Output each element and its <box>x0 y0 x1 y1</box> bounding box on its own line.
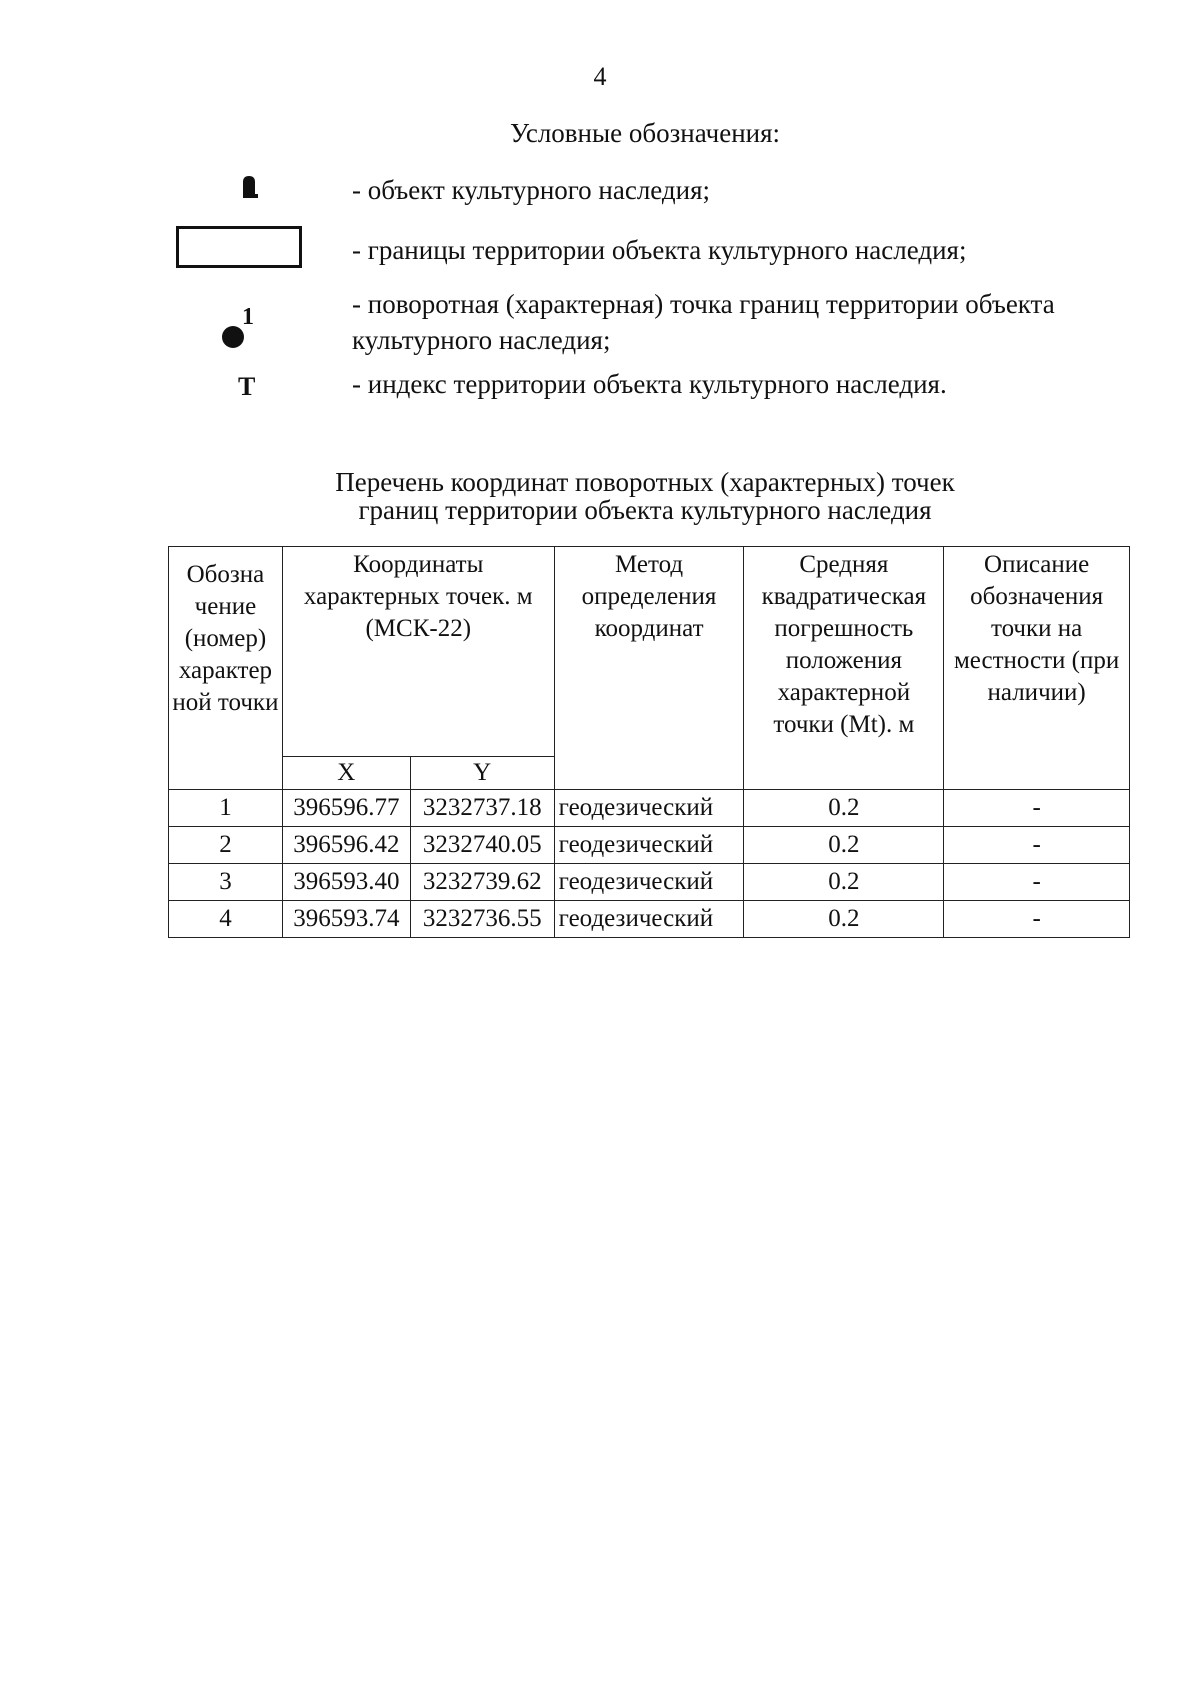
table-title-line2: границ территории объекта культурного наследия <box>358 495 932 525</box>
cell-point: 4 <box>169 901 283 938</box>
cell-method: геодезический <box>554 864 744 901</box>
legend-text-monument: - объект культурного наследия; <box>352 175 711 205</box>
turning-point-icon <box>222 304 258 350</box>
table-row <box>169 790 1130 827</box>
cell-point: 2 <box>169 827 283 864</box>
page-number: 4 <box>593 62 607 91</box>
cell-x: 396596.42 <box>282 827 410 864</box>
cell-x: 396593.40 <box>282 864 410 901</box>
header-y: Y <box>410 757 554 790</box>
header-method: Метод определения координат <box>554 547 744 790</box>
boundary-rectangle-icon <box>176 226 302 268</box>
coordinates-table <box>168 546 1130 938</box>
cell-description: - <box>944 864 1130 901</box>
cell-error: 0.2 <box>744 790 944 827</box>
table-row <box>169 864 1130 901</box>
table-header-row <box>169 547 1130 757</box>
legend-text-turning-point: - поворотная (характерная) точка границ территории объекта культурного наследия; <box>352 289 1055 355</box>
cell-method: геодезический <box>554 901 744 938</box>
cell-y: 3232739.62 <box>410 864 554 901</box>
header-x: X <box>282 757 410 790</box>
index-letter-icon: Т <box>238 372 256 401</box>
cell-method: геодезический <box>554 790 744 827</box>
table-title <box>0 468 1200 524</box>
cell-error: 0.2 <box>744 901 944 938</box>
cell-x: 396593.74 <box>282 901 410 938</box>
table-row <box>169 827 1130 864</box>
cell-y: 3232740.05 <box>410 827 554 864</box>
header-error: Средняя квадратическая погрешность положения характерной точки (Mt). м <box>744 547 944 790</box>
cell-x: 396596.77 <box>282 790 410 827</box>
header-coordinates: Координаты характерных точек. м (МСК-22) <box>282 547 554 757</box>
legend-text-index: - индекс территории объекта культурного наследия. <box>352 369 947 399</box>
cell-description: - <box>944 790 1130 827</box>
header-designation: Обозна чение (номер) характер ной точки <box>169 547 283 790</box>
cell-description: - <box>944 827 1130 864</box>
header-description: Описание обозначения точки на местности (при наличии) <box>944 547 1130 790</box>
cell-error: 0.2 <box>744 827 944 864</box>
legend-text-boundary: - границы территории объекта культурного наследия; <box>352 235 967 265</box>
cell-description: - <box>944 901 1130 938</box>
point-number-label: 1 <box>242 304 254 330</box>
table-row <box>169 901 1130 938</box>
cell-y: 3232736.55 <box>410 901 554 938</box>
cell-method: геодезический <box>554 827 744 864</box>
cell-point: 1 <box>169 790 283 827</box>
point-dot-icon <box>222 326 244 348</box>
cell-error: 0.2 <box>744 864 944 901</box>
table-title-line1: Перечень координат поворотных (характерных) точек <box>335 467 955 497</box>
cell-y: 3232737.18 <box>410 790 554 827</box>
legend-title: Условные обозначения: <box>509 118 781 148</box>
monument-icon <box>241 176 258 198</box>
cell-point: 3 <box>169 864 283 901</box>
